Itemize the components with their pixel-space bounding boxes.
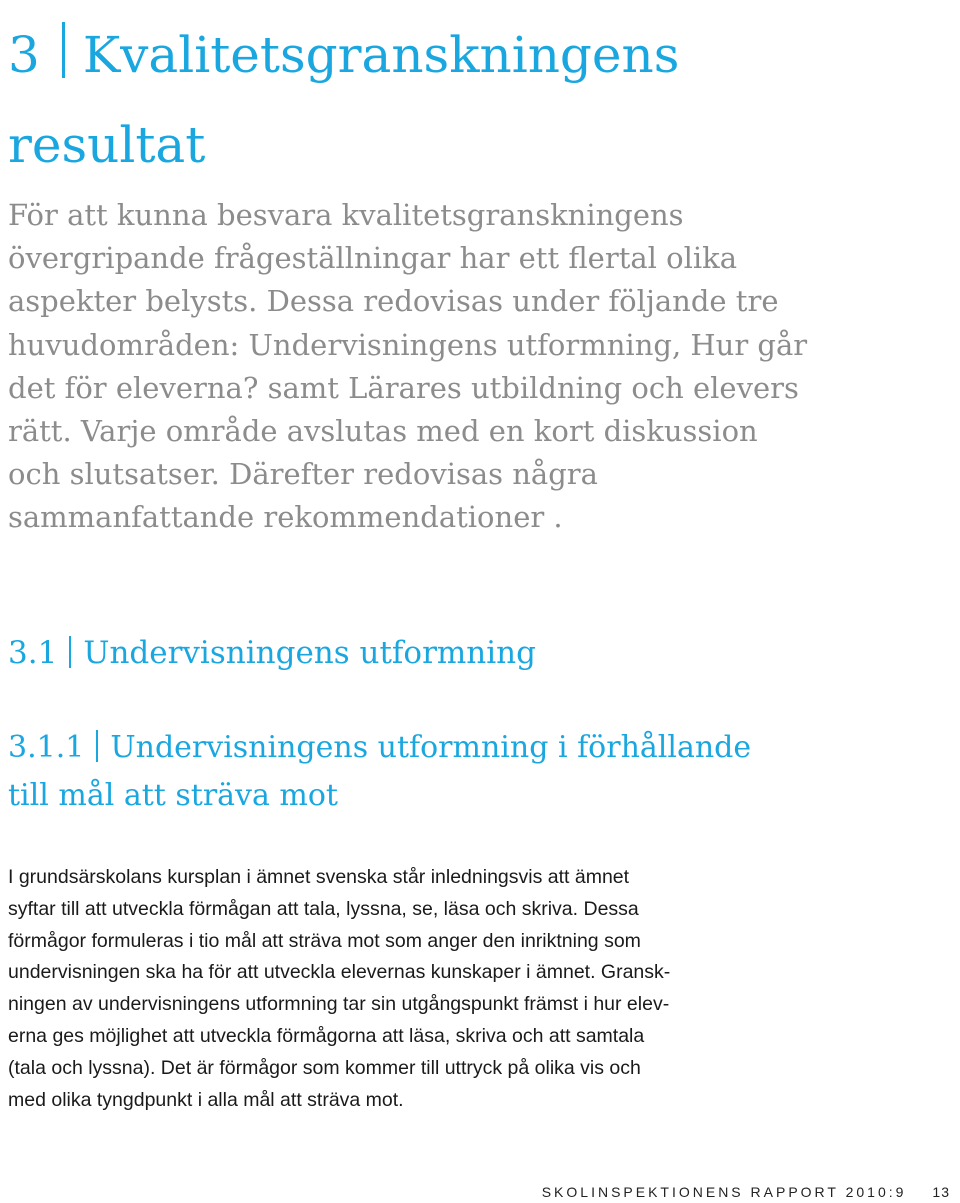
footer-page-number: 13 bbox=[932, 1184, 950, 1200]
body-line: ningen av undervisningens utformning tar sin utgångspunkt främst i hur elev- bbox=[8, 993, 670, 1016]
section-title: Undervisningens utformning bbox=[83, 635, 536, 671]
chapter-number: 3 bbox=[8, 26, 40, 84]
chapter-title-line2: resultat bbox=[8, 116, 206, 174]
section-divider bbox=[69, 636, 71, 668]
body-line: erna ges möjlighet att utveckla förmågorna att läsa, skriva och att samtala bbox=[8, 1024, 645, 1047]
body-line: (tala och lyssna). Det är förmågor som kommer till uttryck på olika vis och bbox=[8, 1056, 641, 1079]
page-footer bbox=[542, 1184, 950, 1200]
subsection-title-line1: Undervisningens utformning i förhållande bbox=[110, 730, 752, 765]
section-number: 3.1 bbox=[8, 635, 58, 671]
subsection-divider bbox=[96, 730, 98, 762]
subsection-title-line2: till mål att sträva mot bbox=[8, 778, 338, 813]
intro-paragraph: För att kunna besvara kvalitetsgranskningens övergripande frågeställningar har ett flertal olika aspekter belysts. Dessa redovisas under följande tre huvudområden: Undervisningens utformning, Hur går det för eleverna? samt Lärares utbildning och elevers rätt. Varje område avslutas med en kort diskussion och slutsatser. Därefter redovisas några sammanfattande rekommendationer . bbox=[8, 198, 808, 535]
footer-publication: SKOLINSPEKTIONENS RAPPORT 2010:9 bbox=[541, 1184, 907, 1200]
chapter-heading bbox=[8, 10, 948, 190]
heading-divider bbox=[62, 22, 65, 78]
subsection-heading bbox=[8, 724, 828, 820]
body-line: med olika tyngdpunkt i alla mål att sträva mot. bbox=[8, 1088, 404, 1111]
section-heading bbox=[8, 628, 908, 678]
body-line: syftar till att utveckla förmågan att tala, lyssna, se, läsa och skriva. Dessa bbox=[8, 897, 639, 920]
body-paragraph bbox=[8, 862, 808, 1116]
body-line: undervisningen ska ha för att utveckla elevernas kunskaper i ämnet. Gransk- bbox=[8, 961, 671, 984]
body-line: förmågor formuleras i tio mål att sträva mot som anger den inriktning som bbox=[8, 929, 641, 952]
chapter-title-line1: Kvalitetsgranskningens bbox=[82, 26, 680, 84]
body-line: I grundsärskolans kursplan i ämnet svenska står inledningsvis att ämnet bbox=[8, 866, 630, 888]
subsection-number: 3.1.1 bbox=[8, 730, 85, 765]
